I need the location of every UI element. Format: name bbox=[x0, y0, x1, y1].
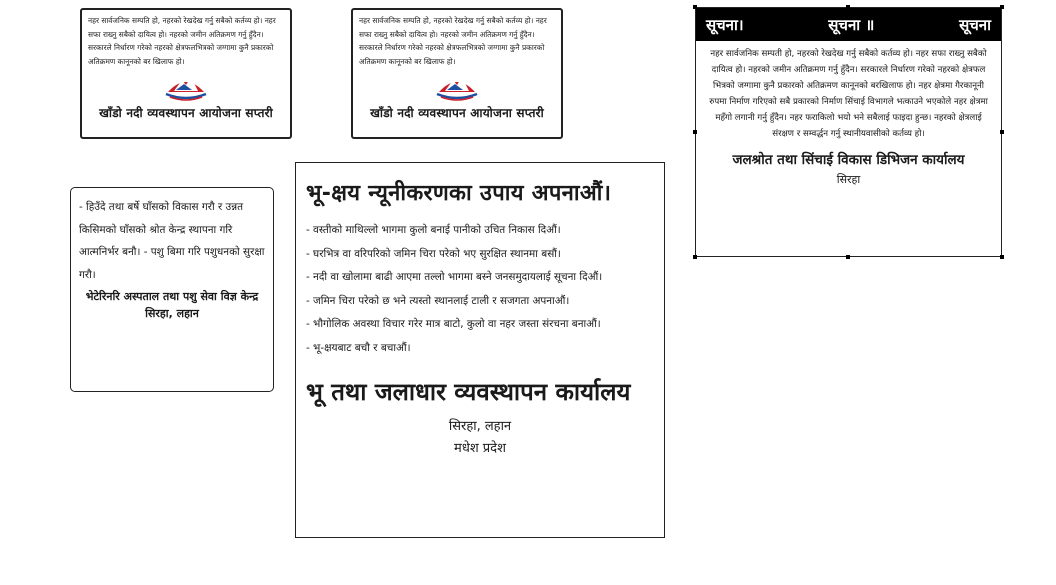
ad-body-text: नहर सार्वजनिक सम्पती हो, नहरको रेखदेख गर्नु सबैको कर्तव्य हो। नहर सफा राख्नु सबैको दायित्व हो। नहरको जमीन अतिक्रमण गर्नु हुँदैन। सरकारले निर्धारण गरेको नहरको क्षेत्रफल भित्रको जग्गामा कुनै प्रकारको अतिक्रमण कानूनको बरखिलाफ हो। नहर क्षेत्रमा गैरकानूनी रुपमा निर्माण गरिएको सबै प्रकारको निर्माण सिंचाई विभागले भत्काउने भएकोले नहर क्षेत्रमा महँगो लगानी गर्नु हुँदैन। नहर फराकिलो भयो भने सबैलाई फाइदा हुन्छ। नहरको क्षेत्रलाई संरक्षण र सम्वर्द्धन गर्नु स्थानीयवासीको कर्तव्य हो। bbox=[709, 49, 988, 139]
ad-body-text: - हिउँदे तथा बर्षे घाँसको विकास गरौ र उन्नत किसिमको घाँसको श्रोत केन्द्र स्थापना गरि आत्मनिर्भर बनौ। - पशु बिमा गरि पशुधनको सुरक्षा गरौ। bbox=[79, 201, 265, 281]
notice-title: भू-क्षय न्यूनीकरणका उपाय अपनाऔं। bbox=[306, 181, 612, 206]
office-name: खाँडो नदी व्यवस्थापन आयोजना सप्तरी bbox=[99, 106, 273, 120]
office-name: भू तथा जलाधार व्यवस्थापन कार्यालय bbox=[306, 377, 631, 406]
resize-handle[interactable] bbox=[1000, 130, 1004, 134]
notice-header-label: सूचना bbox=[959, 15, 991, 34]
office-name: जलश्रोत तथा सिंचाई विकास डिभिजन कार्यालय bbox=[732, 152, 965, 168]
office-province: मधेश प्रदेश bbox=[454, 440, 506, 456]
notice-header-label: सूचना। bbox=[706, 15, 744, 34]
resize-handle[interactable] bbox=[1000, 255, 1004, 259]
nepal-government-emblem-icon bbox=[433, 70, 481, 102]
notice-list bbox=[306, 219, 654, 361]
office-location: सिरहा bbox=[836, 173, 861, 186]
ad-body-text: नहर सार्वजनिक सम्पति हो, नहरको रेखदेख गर्नु सबैको कर्तव्य हो। नहर सफा राख्नु सबैको दायित्व हो। नहरको जमीन अतिक्रमण गर्नु हुँदैन। सरकारले निर्धारण गरेको नहरको क्षेत्रफलभित्रको जग्गामा कुनै प्रकारको अतिक्रमण कानूनको बर खिलाफ हो। bbox=[359, 16, 547, 66]
office-name: खाँडो नदी व्यवस्थापन आयोजना सप्तरी bbox=[370, 106, 544, 120]
office-name: भेटेरिनरि अस्पताल तथा पशु सेवा विज्ञ केन्द्र सिरहा, लहान bbox=[85, 290, 259, 320]
notice-header-bar bbox=[696, 8, 1001, 41]
resize-handle[interactable] bbox=[693, 255, 697, 259]
ad-body-text: नहर सार्वजनिक सम्पति हो, नहरको रेखदेख गर्नु सबैको कर्तव्य हो। नहर सफा राख्नु सबैको दायित्व हो। नहरको जमीन अतिक्रमण गर्नु हुँदैन। सरकारले निर्धारण गरेको नहरको क्षेत्रफलभित्रको जग्गामा कुनै प्रकारको अतिक्रमण कानूनको बर खिलाफ हो। bbox=[88, 16, 276, 66]
resize-handle[interactable] bbox=[693, 130, 697, 134]
soil-erosion-notice-ad bbox=[295, 162, 665, 538]
resize-handle[interactable] bbox=[846, 5, 850, 9]
resize-handle[interactable] bbox=[1000, 5, 1004, 9]
resize-handle[interactable] bbox=[846, 255, 850, 259]
list-item: - नदी वा खोलामा बाढी आएमा तल्लो भागमा बस्ने जनसमुदायलाई सूचना दिऔं। bbox=[306, 271, 603, 284]
list-item: - भौगोलिक अवस्था विचार गरेर मात्र बाटो, कुलो वा नहर जस्ता संरचना बनाऔं। bbox=[306, 318, 601, 331]
office-location bbox=[306, 416, 654, 460]
livestock-notice-ad bbox=[70, 187, 274, 392]
list-item: - जमिन चिरा परेको छ भने त्यस्तो स्थानलाई टाली र सजगता अपनाऔं। bbox=[306, 294, 570, 307]
notice-header-label: सूचना ॥ bbox=[828, 15, 875, 34]
canal-notice-ad-1 bbox=[80, 8, 292, 139]
office-city: सिरहा, लहान bbox=[448, 418, 512, 434]
irrigation-notice-ad[interactable] bbox=[695, 7, 1002, 257]
nepal-government-emblem-icon bbox=[162, 70, 210, 102]
resize-handle[interactable] bbox=[693, 5, 697, 9]
list-item: - घरभित्र वा वरिपरिको जमिन चिरा परेको भए सुरक्षित स्थानमा बसौं। bbox=[306, 247, 561, 260]
list-item: - वस्तीको माथिल्लो भागमा कुलो बनाई पानीको उचित निकास दिऔं। bbox=[306, 224, 561, 236]
canal-notice-ad-2 bbox=[351, 8, 563, 139]
list-item: - भू-क्षयबाट बचौ र बचाऔं। bbox=[306, 341, 411, 354]
